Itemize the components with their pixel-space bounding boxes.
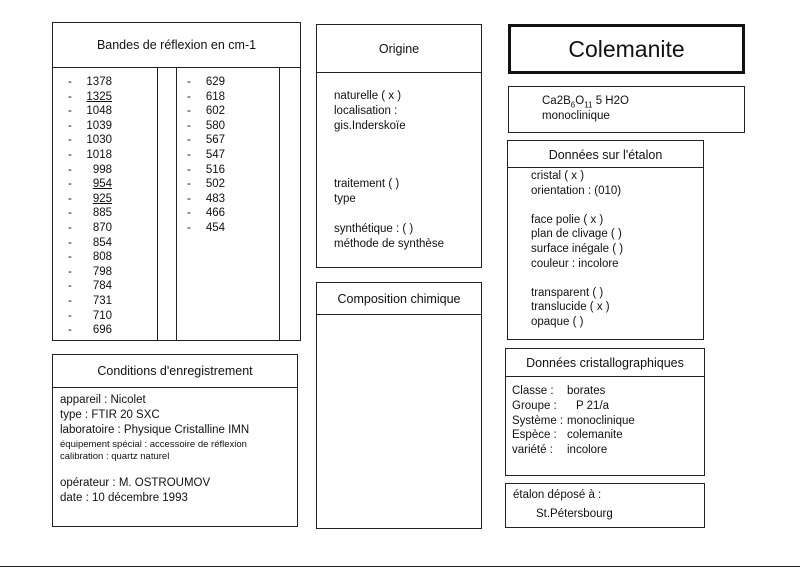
conditions-type: type : FTIR 20 SXC (60, 409, 160, 421)
band-value: 925 (92, 192, 112, 205)
bands-panel (52, 22, 301, 341)
etalon-title: Données sur l'étalon (548, 148, 663, 162)
origine-gisement: gis.Inderskoïe (334, 120, 406, 132)
bands-title: Bandes de réflexion en cm-1 (96, 38, 257, 52)
cristallo-panel (505, 348, 705, 476)
origine-panel (316, 24, 482, 268)
composition-title: Composition chimique (337, 292, 461, 306)
band-dash: - (187, 163, 191, 176)
band-value: 516 (205, 163, 225, 176)
band-dash: - (187, 207, 191, 220)
band-dash: - (68, 192, 72, 205)
band-dash: - (187, 90, 191, 103)
etalon-line: orientation : (010) (531, 184, 622, 197)
formula-subscript: 11 (584, 100, 593, 110)
band-dash: - (68, 119, 72, 132)
band-dash: - (68, 295, 72, 307)
etalon-line: couleur : incolore (531, 257, 619, 270)
band-value: 1378 (86, 76, 112, 88)
band-dash: - (68, 105, 72, 118)
etalon-line: surface inégale ( ) (531, 243, 624, 255)
formula-box (508, 86, 745, 133)
band-dash: - (68, 163, 72, 176)
band-dash: - (68, 134, 72, 147)
cristallo-value: colemanite (567, 429, 623, 442)
band-value: 998 (92, 163, 112, 176)
cristallo-title: Données cristallographiques (526, 356, 684, 370)
etalon-header (507, 140, 704, 168)
band-value: 629 (205, 76, 225, 88)
conditions-laboratoire: laboratoire : Physique Cristalline IMN (60, 424, 250, 436)
band-value: 502 (205, 178, 225, 191)
bands-divider-2 (176, 68, 177, 340)
band-value: 483 (205, 192, 225, 205)
etalon-line: plan de clivage ( ) (531, 228, 622, 241)
etalon-line: cristal ( x ) (531, 170, 585, 182)
bands-divider-3 (279, 68, 280, 340)
band-value: 784 (92, 280, 112, 293)
band-dash: - (68, 309, 72, 322)
origine-type: type (334, 193, 356, 205)
band-value: 710 (92, 309, 112, 322)
depot-panel (505, 483, 705, 528)
origine-naturelle: naturelle ( x ) (334, 90, 402, 102)
band-value: 1039 (86, 119, 112, 132)
band-value: 602 (205, 105, 225, 118)
etalon-line: transparent ( ) (531, 286, 604, 299)
cristallo-key: Groupe : (512, 399, 557, 412)
page-bottom-rule (0, 566, 800, 567)
band-dash: - (187, 119, 191, 132)
formula-subscript: 6 (570, 100, 576, 110)
band-dash: - (68, 207, 72, 220)
conditions-equipement: équipement spécial : accessoire de réflexion (60, 439, 247, 450)
mineral-name: Colemanite (568, 36, 685, 62)
band-value: 954 (92, 178, 112, 191)
cristallo-key: variété : (512, 444, 553, 457)
band-value: 798 (92, 265, 112, 278)
origine-synthetique: synthétique : ( ) (334, 223, 414, 235)
origine-localisation: localisation : (334, 105, 398, 117)
band-dash: - (68, 90, 72, 103)
band-dash: - (68, 178, 72, 191)
depot-label: étalon déposé à : (513, 489, 602, 501)
band-value: 870 (92, 222, 112, 234)
band-dash: - (187, 76, 191, 88)
origine-header (317, 25, 481, 73)
band-value: 808 (92, 251, 112, 264)
band-dash: - (68, 76, 72, 88)
bands-header (53, 23, 300, 68)
band-dash: - (68, 222, 72, 234)
formula-part: O (575, 95, 585, 107)
composition-header (317, 283, 481, 315)
band-dash: - (68, 324, 72, 337)
band-value: 1030 (86, 134, 112, 147)
band-value: 454 (205, 222, 225, 234)
etalon-line: translucide ( x ) (531, 301, 610, 314)
cristallo-value: P 21/a (576, 399, 610, 412)
band-dash: - (68, 149, 72, 161)
conditions-date: date : 10 décembre 1993 (60, 492, 188, 504)
cristallo-value: borates (567, 385, 606, 397)
conditions-header (53, 355, 297, 388)
cristallo-key: Système : (512, 414, 564, 427)
conditions-operateur: opérateur : M. OSTROUMOV (60, 477, 211, 489)
formula-part: 5 H2O (592, 95, 629, 107)
etalon-panel (507, 140, 704, 340)
band-value: 1048 (86, 105, 112, 118)
band-dash: - (187, 134, 191, 147)
band-dash: - (187, 105, 191, 118)
band-dash: - (187, 149, 191, 161)
band-dash: - (187, 178, 191, 191)
cristallo-key: Classe : (512, 385, 554, 397)
band-value: 854 (92, 236, 112, 249)
band-dash: - (68, 236, 72, 249)
cristallo-value: monoclinique (567, 414, 635, 427)
origine-traitement: traitement ( ) (334, 178, 400, 190)
band-dash: - (187, 222, 191, 234)
etalon-line: opaque ( ) (531, 316, 584, 328)
origine-methode: méthode de synthèse (334, 238, 444, 250)
cristallo-header (506, 349, 704, 377)
band-value: 466 (205, 207, 225, 220)
mineral-name-box (508, 24, 745, 74)
band-dash: - (68, 251, 72, 264)
conditions-panel (52, 354, 298, 527)
band-value: 567 (205, 134, 225, 147)
band-value: 618 (205, 90, 225, 103)
conditions-title: Conditions d'enregistrement (97, 364, 253, 378)
band-dash: - (68, 265, 72, 278)
band-value: 731 (92, 295, 112, 307)
band-dash: - (68, 280, 72, 293)
band-value: 1325 (86, 90, 112, 103)
mineral-system: monoclinique (542, 110, 610, 122)
origine-title: Origine (378, 42, 420, 56)
etalon-line: face polie ( x ) (531, 213, 604, 226)
bands-divider-1 (157, 68, 158, 340)
band-value: 580 (205, 119, 225, 132)
depot-place: St.Pétersbourg (536, 508, 613, 520)
conditions-appareil: appareil : Nicolet (60, 394, 146, 406)
band-value: 696 (92, 324, 112, 337)
band-value: 885 (92, 207, 112, 220)
band-value: 547 (205, 149, 225, 161)
formula-part: Ca2B (542, 95, 571, 107)
cristallo-key: Espèce : (512, 429, 557, 442)
conditions-calibration: calibration : quartz naturel (60, 451, 170, 462)
band-dash: - (187, 192, 191, 205)
band-value: 1018 (86, 149, 112, 161)
cristallo-value: incolore (567, 444, 608, 457)
composition-panel (316, 282, 482, 529)
